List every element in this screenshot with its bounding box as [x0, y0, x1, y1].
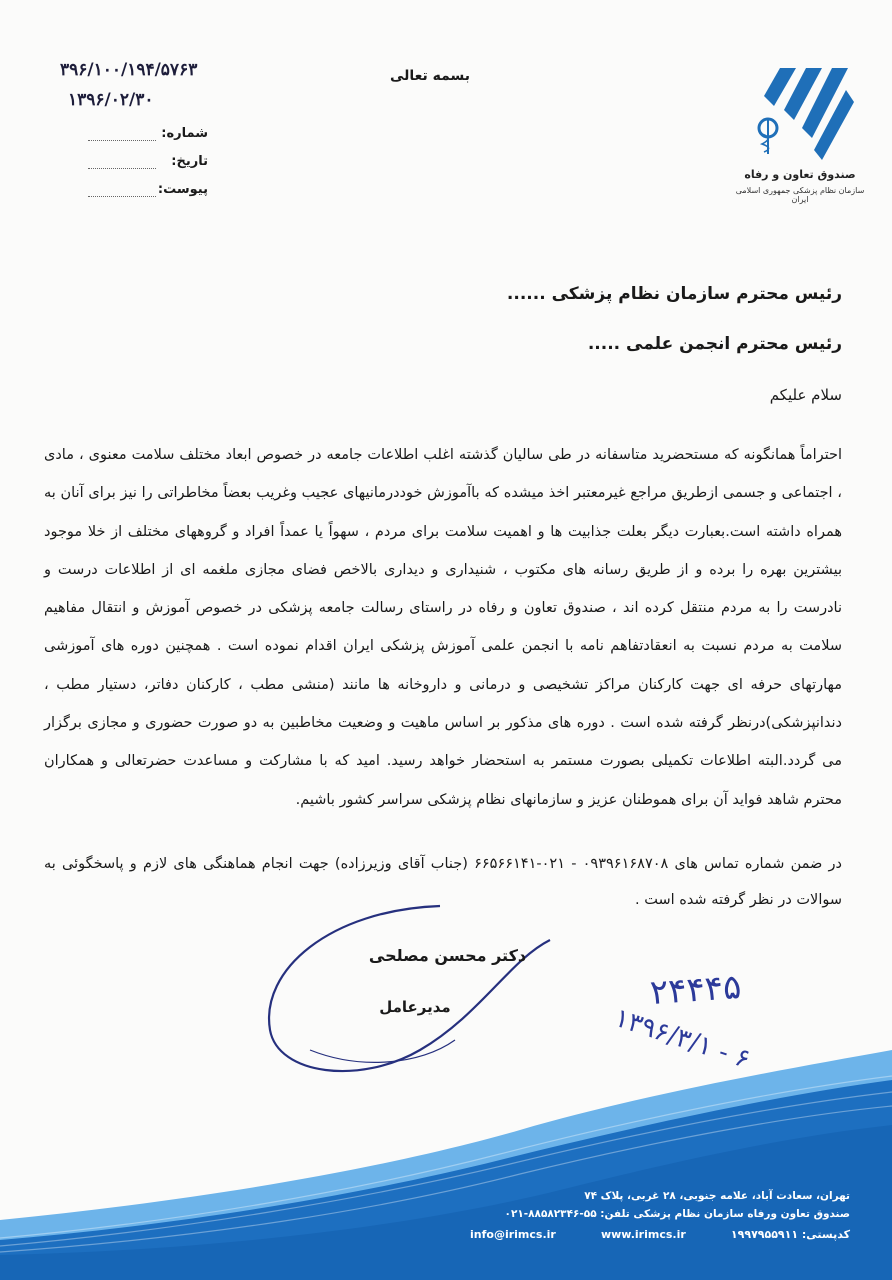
incoming-registration-date: ۱۳۹۶/۳/۱ - ۶ [610, 1003, 754, 1075]
footer-wave-graphic [0, 1050, 892, 1280]
incoming-registration-number: ۲۴۴۴۵ [648, 966, 743, 1014]
handwritten-letter-date: ۱۳۹۶/۰۲/۳۰ [68, 90, 154, 110]
logo-subtitle: سازمان نظام پزشکی جمهوری اسلامی ایران [735, 186, 865, 204]
footer-email[interactable]: info@irimcs.ir [470, 1228, 556, 1241]
footer-address: تهران، سعادت آباد، علامه جنوبی، ۲۸ غربی، پلاک ۷۴ [584, 1190, 850, 1202]
letter-body: احتراماً همانگونه که مستحضرید متاسفانه در طی سالیان گذشته اغلب اطلاعات جامعه در خصوص ابعاد مختلف سلامت معنوی ، مادی ، اجتماعی و جسمی ازطریق مراجع غیرمعتبر اخذ میشده که باآموزش خوددرمانیهای عجیب وغریب بعضاً مخاطراتی را نیز برای آنان به همراه داشته است.بعبارت دیگر بعلت جذابیت ها و اهمیت سلامت برای مردم ، سهواً یا عمداً افراد و گروههای مختلف از خلا موجود بیشترین بهره را برده و از طریق رسانه های مکتوب ، شنیداری و دیداری بالاخص فضای مجازی ملغمه ای از اطلاعات درست و نادرست را به مردم منتقل کرده اند ، صندوق تعاون و رفاه در راستای رسالت جامعه پزشکی در خصوص آموزش و انتقال مفاهیم سلامت به مردم نسبت به انعقادتفاهم نامه با انجمن علمی آموزش پزشکی ایران اقدام نموده است . همچنین دوره های آموزشی مهارتهای حرفه ای جهت کارکنان مراکز تشخیصی و درمانی و داروخانه ها مانند (منشی مطب ، کارکنان دفاتر، دستیار مطب ، دندانپزشکی)درنظر گرفته شده است . دوره های مذکور بر اساس ماهیت و وضعیت مخاطبین به دو صورت حضوری و مجازی برگزار می گردد.البته اطلاعات تکمیلی بصورت مستمر به استحضار خواهد رسید. امید که با مشارکت و مساعدت حضرتعالی و همکاران محترم شاهد فواید آن برای هموطنان عزیز و سازمانهای نظام پزشکی سراسر کشور باشیم. [44, 447, 842, 808]
handwritten-letter-number: ۳۹۶/۱۰۰/۱۹۴/۵۷۶۳ [60, 60, 198, 80]
footer-website[interactable]: www.irimcs.ir [600, 1228, 686, 1241]
date-dotted-line [88, 168, 156, 169]
logo-name: صندوق تعاون و رفاه [744, 168, 856, 181]
footer-postal-code: کدپستی: ۱۹۹۷۹۵۵۹۱۱ [730, 1228, 850, 1241]
contact-paragraph: در ضمن شماره تماس های ۰۹۳۹۶۱۶۸۷۰۸ - ۰۲۱-۶۶۵۶۶۱۴۱ (جناب آقای وزیرزاده) جهت انجام هماهنگی های لازم و پاسخگوئی به سوالات در نظر گرفته شده است . [44, 856, 842, 908]
number-label: شماره: [161, 126, 208, 141]
footer-phone: صندوق تعاون ورفاه سازمان نظام پزشکی تلفن: ۵۵-۸۸۵۸۲۳۴۶-۰۲۱ [504, 1208, 850, 1220]
attachment-field [88, 182, 208, 204]
footer-contact-row [470, 1228, 850, 1241]
addressee-line-2: رئیس محترم انجمن علمی ..... [587, 334, 842, 354]
greeting: سلام علیکم [769, 386, 842, 404]
date-label: تاریخ: [171, 154, 208, 169]
attachment-dotted-line [88, 196, 156, 197]
basmala-heading: بسمه تعالی [389, 68, 471, 84]
signatory-name: دکتر محسن مصلحی [368, 946, 527, 965]
addressee-line-1: رئیس محترم سازمان نظام پزشکی ...... [506, 284, 842, 304]
date-field [88, 154, 208, 176]
number-dotted-line [88, 140, 156, 141]
number-field [88, 126, 208, 148]
attachment-label: پیوست: [157, 182, 208, 197]
signatory-title: مدیرعامل [379, 998, 451, 1016]
